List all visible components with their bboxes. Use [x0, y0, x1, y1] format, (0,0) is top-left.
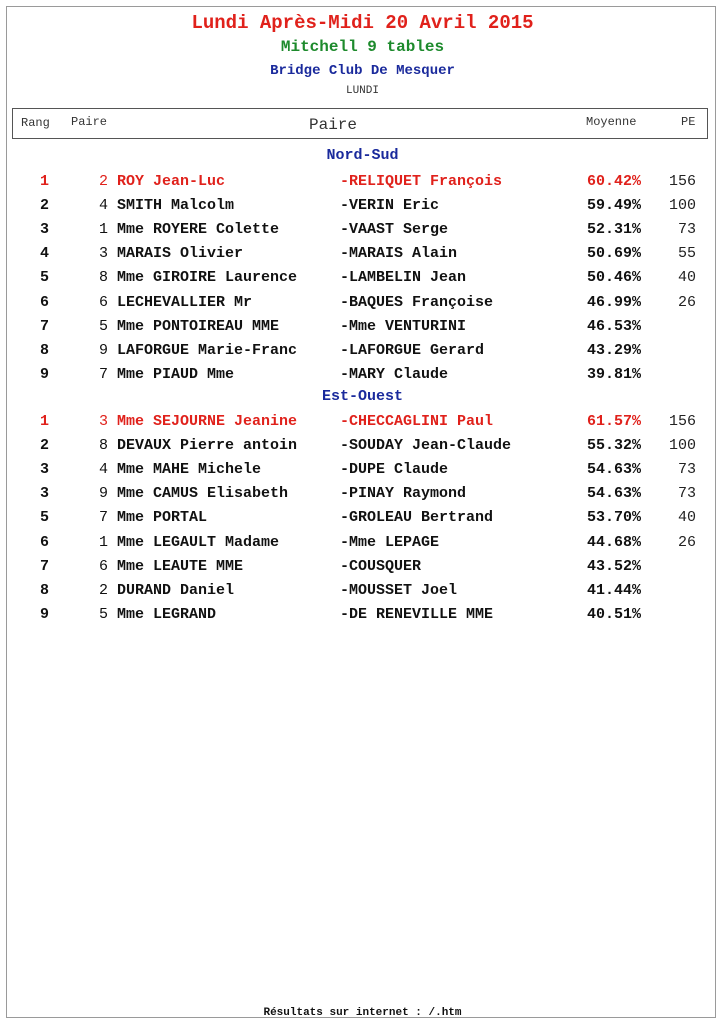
result-player-1: DEVAUX Pierre antoin	[117, 437, 298, 455]
result-score: 39.81%	[586, 365, 641, 383]
result-rank: 9	[40, 365, 50, 383]
result-pe: 73	[677, 461, 696, 479]
table-row	[0, 218, 725, 242]
result-rank: 8	[40, 341, 50, 359]
column-header-pe: PE	[681, 115, 696, 129]
result-player-2: -SOUDAY Jean-Claude	[340, 437, 512, 455]
result-pair-number: 6	[98, 557, 108, 575]
result-rank: 6	[40, 293, 50, 311]
page-title: Lundi Après-Midi 20 Avril 2015	[191, 12, 534, 34]
result-player-1: Mme MAHE Michele	[117, 461, 262, 479]
club-name: Bridge Club De Mesquer	[270, 63, 455, 79]
result-score: 40.51%	[586, 605, 641, 623]
result-rank: 1	[40, 413, 50, 430]
result-player-2: -MARAIS Alain	[340, 245, 458, 263]
result-score: 53.70%	[586, 509, 641, 527]
result-pe: 26	[677, 293, 696, 311]
result-player-1: Mme LEAUTE MME	[117, 557, 244, 575]
result-score: 59.49%	[586, 197, 641, 215]
column-header-moyenne: Moyenne	[586, 115, 637, 129]
result-pair-number: 9	[98, 485, 108, 503]
result-player-2: -CHECCAGLINI Paul	[340, 413, 494, 430]
result-player-1: Mme GIROIRE Laurence	[117, 269, 298, 287]
result-pair-number: 3	[98, 245, 108, 263]
result-player-2: -Mme LEPAGE	[340, 533, 440, 551]
result-pe: 156	[668, 173, 696, 190]
result-player-1: Mme PORTAL	[117, 509, 208, 527]
result-player-1: LAFORGUE Marie-Franc	[117, 341, 298, 359]
result-score: 54.63%	[586, 461, 641, 479]
result-score: 43.29%	[586, 341, 641, 359]
table-row	[0, 170, 725, 194]
result-pair-number: 9	[98, 341, 108, 359]
table-row	[0, 194, 725, 218]
result-player-2: -Mme VENTURINI	[340, 317, 467, 335]
table-row	[0, 434, 725, 458]
result-player-2: -MARY Claude	[340, 365, 449, 383]
result-pair-number: 1	[98, 221, 108, 239]
result-pair-number: 5	[98, 605, 108, 623]
result-rank: 6	[40, 533, 50, 551]
result-rank: 8	[40, 581, 50, 599]
day-label: LUNDI	[345, 85, 379, 97]
result-player-2: -DUPE Claude	[340, 461, 449, 479]
result-player-2: -DE RENEVILLE MME	[340, 605, 494, 623]
table-row	[0, 266, 725, 290]
result-pe: 40	[677, 269, 696, 287]
result-player-1: Mme PIAUD Mme	[117, 365, 235, 383]
table-row	[0, 410, 725, 434]
result-pair-number: 4	[98, 461, 108, 479]
result-score: 60.42%	[586, 173, 641, 190]
result-pair-number: 2	[98, 581, 108, 599]
result-score: 54.63%	[586, 485, 641, 503]
result-player-1: Mme SEJOURNE Jeanine	[117, 413, 298, 430]
table-row	[0, 339, 725, 363]
table-row	[0, 458, 725, 482]
result-pair-number: 7	[98, 509, 108, 527]
result-rank: 2	[40, 437, 50, 455]
result-player-2: -LAMBELIN Jean	[340, 269, 467, 287]
result-player-1: Mme ROYERE Colette	[117, 221, 280, 239]
result-score: 46.53%	[586, 317, 641, 335]
result-rank: 4	[40, 245, 50, 263]
result-pe: 40	[677, 509, 696, 527]
footer-note: Résultats sur internet : /.htm	[263, 1007, 462, 1019]
section-title-nord-sud: Nord-Sud	[326, 147, 399, 164]
table-row	[0, 363, 725, 387]
result-score: 50.46%	[586, 269, 641, 287]
result-score: 52.31%	[586, 221, 641, 239]
table-row	[0, 603, 725, 627]
table-row	[0, 482, 725, 506]
result-score: 46.99%	[586, 293, 641, 311]
result-pe: 26	[677, 533, 696, 551]
table-row	[0, 579, 725, 603]
result-pair-number: 4	[98, 197, 108, 215]
result-score: 44.68%	[586, 533, 641, 551]
result-pe: 73	[677, 221, 696, 239]
result-pair-number: 3	[98, 413, 108, 430]
result-score: 55.32%	[586, 437, 641, 455]
table-row	[0, 555, 725, 579]
column-header-box	[12, 108, 708, 139]
result-player-1: SMITH Malcolm	[117, 197, 235, 215]
result-score: 41.44%	[586, 581, 641, 599]
column-header-rang: Rang	[21, 116, 50, 130]
result-score: 50.69%	[586, 245, 641, 263]
result-player-1: LECHEVALLIER Mr	[117, 293, 253, 311]
result-player-2: -RELIQUET François	[340, 173, 503, 190]
result-rank: 2	[40, 197, 50, 215]
result-rank: 3	[40, 485, 50, 503]
result-pair-number: 2	[98, 173, 108, 190]
result-score: 43.52%	[586, 557, 641, 575]
result-rank: 7	[40, 317, 50, 335]
result-player-2: -BAQUES Françoise	[340, 293, 494, 311]
result-player-1: DURAND Daniel	[117, 581, 235, 599]
result-rank: 9	[40, 605, 50, 623]
result-player-1: Mme LEGRAND	[117, 605, 217, 623]
result-rank: 3	[40, 461, 50, 479]
result-pe: 55	[677, 245, 696, 263]
table-row	[0, 315, 725, 339]
result-pair-number: 7	[98, 365, 108, 383]
result-rank: 7	[40, 557, 50, 575]
table-row	[0, 242, 725, 266]
result-player-2: -LAFORGUE Gerard	[340, 341, 485, 359]
result-pe: 100	[668, 197, 696, 215]
result-pair-number: 8	[98, 437, 108, 455]
result-pe: 73	[677, 485, 696, 503]
result-player-2: -VERIN Eric	[340, 197, 440, 215]
result-pair-number: 6	[98, 293, 108, 311]
table-row	[0, 506, 725, 530]
column-header-pair-number: Paire	[71, 115, 108, 129]
movement-subtitle: Mitchell 9 tables	[280, 38, 445, 56]
result-player-2: -PINAY Raymond	[340, 485, 467, 503]
result-rank: 5	[40, 509, 50, 527]
result-player-2: -GROLEAU Bertrand	[340, 509, 494, 527]
section-title-est-ouest: Est-Ouest	[321, 388, 403, 405]
result-pe: 100	[668, 437, 696, 455]
result-player-1: Mme LEGAULT Madame	[117, 533, 280, 551]
result-player-2: -COUSQUER	[340, 557, 422, 575]
result-pair-number: 5	[98, 317, 108, 335]
result-player-1: MARAIS Olivier	[117, 245, 244, 263]
table-row	[0, 291, 725, 315]
result-player-2: -VAAST Serge	[340, 221, 449, 239]
result-score: 61.57%	[586, 413, 641, 430]
result-player-2: -MOUSSET Joel	[340, 581, 458, 599]
result-rank: 1	[40, 173, 50, 190]
result-player-1: Mme CAMUS Elisabeth	[117, 485, 289, 503]
result-rank: 3	[40, 221, 50, 239]
table-row	[0, 531, 725, 555]
result-player-1: Mme PONTOIREAU MME	[117, 317, 280, 335]
result-pe: 156	[668, 413, 696, 430]
result-player-1: ROY Jean-Luc	[117, 173, 226, 190]
result-rank: 5	[40, 269, 50, 287]
column-header-pair-names: Paire	[309, 116, 358, 134]
result-pair-number: 8	[98, 269, 108, 287]
result-pair-number: 1	[98, 533, 108, 551]
